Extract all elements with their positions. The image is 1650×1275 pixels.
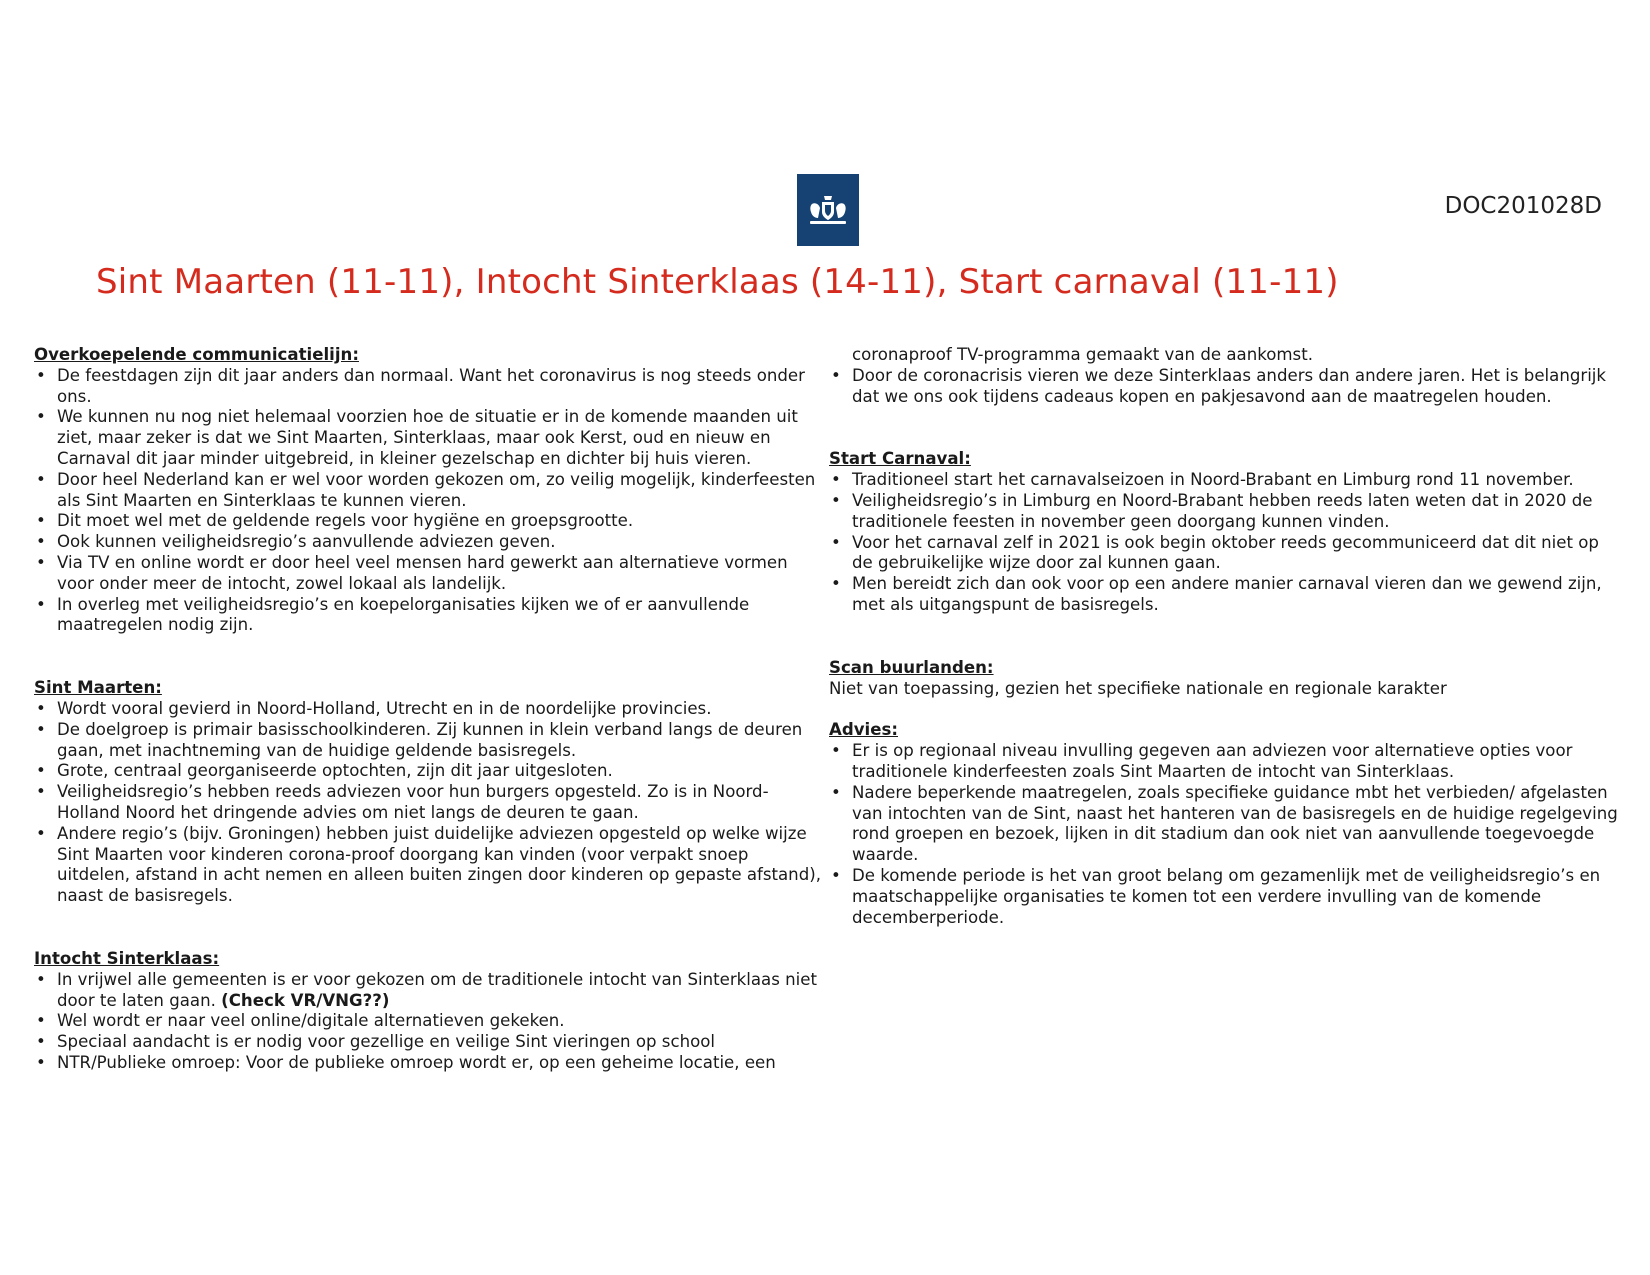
list-item: • Grote, centraal georganiseerde optochten, zijn dit jaar uitgesloten.: [34, 761, 824, 782]
list-item: • De doelgroep is primair basisschoolkinderen. Zij kunnen in klein verband langs de deuren gaan, met inachtneming van de huidige geldende basisregels.: [34, 720, 824, 762]
section-advies: [829, 720, 1619, 928]
list-item: • In overleg met veiligheidsregio’s en koepelorganisaties kijken we of er aanvullende maatregelen nodig zijn.: [34, 595, 824, 637]
bullet-list: [829, 741, 1619, 928]
bullet-list: [34, 366, 824, 636]
section-intocht-continued: [829, 345, 1619, 407]
list-item-continuation: coronaproof TV-programma gemaakt van de aankomst.: [852, 345, 1313, 364]
list-item: • Door de coronacrisis vieren we deze Sinterklaas anders dan andere jaren. Het is belangrijk dat we ons ook tijdens cadeaus kopen en pakjesavond aan de maatregelen houden.: [829, 366, 1619, 408]
list-item: • Dit moet wel met de geldende regels voor hygiëne en groepsgrootte.: [34, 511, 824, 532]
page-title: Sint Maarten (11-11), Intocht Sinterklaas (14-11), Start carnaval (11-11): [96, 262, 1339, 302]
section-heading: Intocht Sinterklaas:: [34, 948, 220, 968]
list-item: • Traditioneel start het carnavalseizoen in Noord-Brabant en Limburg rond 11 november.: [829, 470, 1619, 491]
list-item: • De komende periode is het van groot belang om gezamenlijk met de veiligheidsregio’s en maatschappelijke organisaties te komen tot een verdere invulling van de komende decemberperiode.: [829, 866, 1619, 928]
government-logo: [797, 174, 859, 246]
bullet-list: [34, 699, 824, 907]
list-item: • Speciaal aandacht is er nodig voor gezellige en veilige Sint vieringen op school: [34, 1032, 824, 1053]
list-item: [34, 970, 824, 1012]
section-heading: Advies:: [829, 720, 898, 740]
bullet-list: [829, 470, 1619, 616]
list-item: • NTR/Publieke omroep: Voor de publieke omroep wordt er, op een geheime locatie, een: [34, 1053, 824, 1074]
list-item: • Wel wordt er naar veel online/digitale alternatieven gekeken.: [34, 1011, 824, 1032]
section-text: Niet van toepassing, gezien het specifieke nationale en regionale karakter: [829, 678, 1447, 698]
list-item: • De feestdagen zijn dit jaar anders dan normaal. Want het coronavirus is nog steeds onder ons.: [34, 366, 824, 408]
bullet-list: [829, 345, 1619, 407]
right-column: [829, 345, 1619, 928]
section-overkoepelend: [34, 345, 824, 636]
section-scan-buurlanden: [829, 658, 1619, 700]
list-item: • Door heel Nederland kan er wel voor worden gekozen om, zo veilig mogelijk, kinderfeesten als Sint Maarten en Sinterklaas te kunnen vieren.: [34, 470, 824, 512]
list-item: • Wordt vooral gevierd in Noord-Holland, Utrecht en in de noordelijke provincies.: [34, 699, 824, 720]
section-heading: Scan buurlanden:: [829, 657, 994, 677]
list-item: • Er is op regionaal niveau invulling gegeven aan adviezen voor alternatieve opties voor traditionele kinderfeesten zoals Sint Maarten de intocht van Sinterklaas.: [829, 741, 1619, 783]
list-item: • Veiligheidsregio’s hebben reeds adviezen voor hun burgers opgesteld. Zo is in Noord-Holland Noord het dringende advies om niet langs de deuren te gaan.: [34, 782, 824, 824]
list-item: • Voor het carnaval zelf in 2021 is ook begin oktober reeds gecommuniceerd dat dit niet op de gebruikelijke wijze door zal kunnen gaan.: [829, 533, 1619, 575]
bullet-list: [34, 970, 824, 1074]
list-item: • We kunnen nu nog niet helemaal voorzien hoe de situatie er in de komende maanden uit ziet, maar zeker is dat we Sint Maarten, Sinterklaas, maar ook Kerst, oud en nieuw en Carnaval dit jaar minder uitgebreid, in kleiner gezelschap en dichter bij huis vieren.: [34, 407, 824, 469]
list-item: • Via TV en online wordt er door heel veel mensen hard gewerkt aan alternatieve vormen voor onder meer de intocht, zowel lokaal als landelijk.: [34, 553, 824, 595]
list-item: • Men bereidt zich dan ook voor op een andere manier carnaval vieren dan we gewend zijn, met als uitgangspunt de basisregels.: [829, 574, 1619, 616]
list-item-text: In vrijwel alle gemeenten is er voor gekozen om de traditionele intocht van Sinterklaas niet door te laten gaan.: [57, 969, 817, 1010]
list-item: • Andere regio’s (bijv. Groningen) hebben juist duidelijke adviezen opgesteld op welke wijze Sint Maarten voor kinderen corona-proof doorgang kan vinden (voor verpakt snoep uitdelen, afstand in acht nemen en alleen buiten zingen door kinderen op gepaste afstand), naast de basisregels.: [34, 824, 824, 907]
section-start-carnaval: [829, 449, 1619, 615]
section-heading: Sint Maarten:: [34, 678, 162, 698]
coat-of-arms-icon: [804, 190, 852, 230]
list-item: • Ook kunnen veiligheidsregio’s aanvullende adviezen geven.: [34, 532, 824, 553]
left-column: [34, 345, 824, 1074]
section-heading: Overkoepelende communicatielijn:: [34, 345, 359, 364]
check-note: (Check VR/VNG??): [221, 990, 390, 1010]
list-item: • Nadere beperkende maatregelen, zoals specifieke guidance mbt het verbieden/ afgelasten van intochten van de Sint, naast het hanteren van de basisregels en de huidige regelgeving rond groepen en bezoek, lijken in dit stadium dan ook niet van aanvullende toegevoegde waarde.: [829, 783, 1619, 866]
list-item: • Veiligheidsregio’s in Limburg en Noord-Brabant hebben reeds laten weten dat in 2020 de traditionele feesten in november geen doorgang kunnen vinden.: [829, 491, 1619, 533]
section-intocht: [34, 949, 824, 1074]
section-sint-maarten: [34, 678, 824, 907]
document-id: DOC201028D: [1444, 193, 1602, 219]
section-heading: Start Carnaval:: [829, 449, 971, 469]
